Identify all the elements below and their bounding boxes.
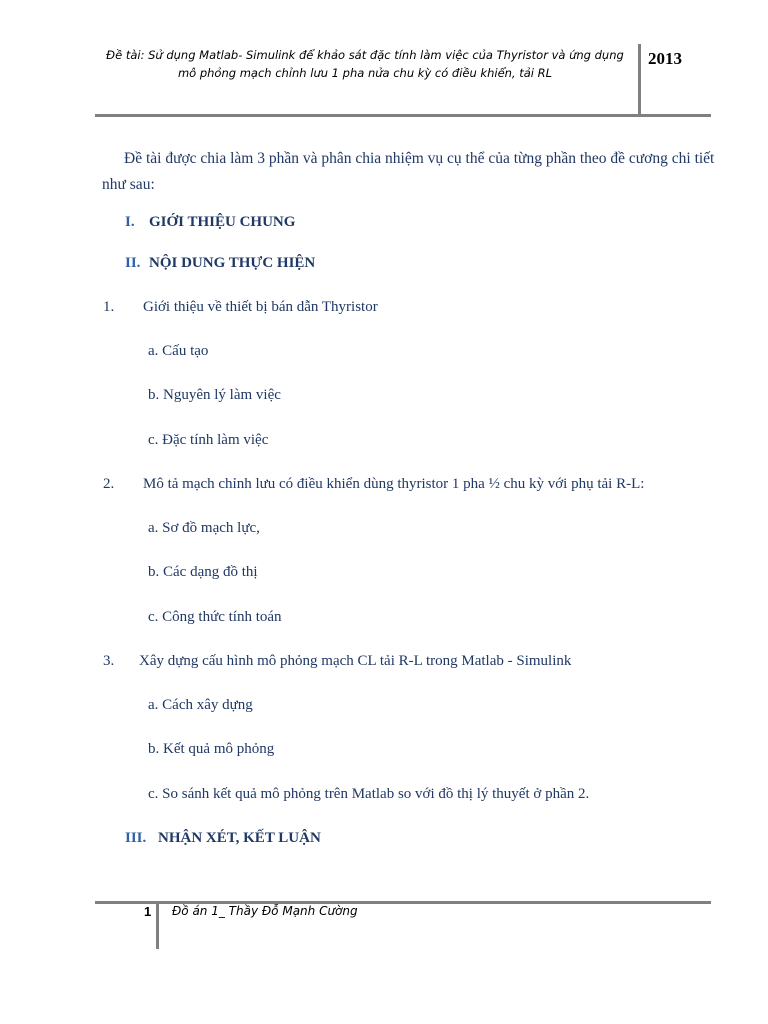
page-number: 1 — [144, 904, 152, 919]
header-year: 2013 — [648, 49, 682, 68]
footer-text: Đồ án 1_ Thầy Đỗ Mạnh Cường — [172, 904, 358, 918]
intro-paragraph: Đề tài được chia làm 3 phần và phân chia nhiệm vụ cụ thể của từng phần theo đề cương chi tiết như sau: — [102, 150, 715, 193]
list-item-2 — [103, 476, 644, 493]
header-divider-horizontal — [95, 114, 711, 117]
title-line-1: Đề tài: Sử dụng Matlab- Simulink để khảo sát đặc tính làm việc của Thyristor và ứng dụng — [106, 48, 624, 62]
item-title: Giới thiệu về thiết bị bán dẫn Thyristor — [143, 299, 378, 315]
list-item-1 — [103, 299, 378, 316]
sub-item: b. Các dạng đồ thị — [148, 564, 258, 580]
title-line-2: mô phỏng mạch chỉnh lưu 1 pha nửa chu kỳ có điều khiển, tải RL — [177, 66, 553, 80]
sub-item: b. Nguyên lý làm việc — [148, 387, 281, 403]
section-heading-3 — [125, 830, 321, 847]
item-title: Mô tả mạch chỉnh lưu có điều khiển dùng thyristor 1 pha ½ chu kỳ với phụ tải R-L: — [143, 476, 645, 492]
section-title: NỘI DUNG THỰC HIỆN — [149, 255, 316, 271]
header-divider-vertical — [638, 44, 641, 116]
item-number: 3. — [103, 653, 115, 669]
section-heading-2 — [125, 255, 315, 272]
sub-item: c. So sánh kết quả mô phỏng trên Matlab so với đồ thị lý thuyết ở phần 2. — [148, 786, 590, 802]
section-number: I. — [125, 214, 135, 230]
footer-divider-vertical — [156, 901, 159, 949]
item-title: Xây dựng cấu hình mô phỏng mạch CL tải R-L trong Matlab - Simulink — [139, 653, 572, 669]
sub-item: b. Kết quả mô phỏng — [148, 741, 275, 757]
item-number: 1. — [103, 299, 115, 315]
page-header — [95, 44, 711, 116]
item-number: 2. — [103, 476, 115, 492]
sub-item: a. Sơ đồ mạch lực, — [148, 520, 260, 536]
sub-item: c. Đặc tính làm việc — [148, 432, 269, 448]
section-number: II. — [125, 255, 141, 271]
section-number: III. — [125, 830, 147, 846]
list-item-3 — [103, 653, 571, 670]
section-title: NHẬN XÉT, KẾT LUẬN — [158, 830, 321, 846]
sub-item: a. Cách xây dựng — [148, 697, 253, 713]
document-title — [95, 46, 635, 82]
section-heading-1 — [125, 214, 295, 231]
sub-item: a. Cấu tạo — [148, 343, 209, 359]
sub-item: c. Công thức tính toán — [148, 609, 282, 625]
section-title: GIỚI THIỆU CHUNG — [149, 214, 296, 230]
